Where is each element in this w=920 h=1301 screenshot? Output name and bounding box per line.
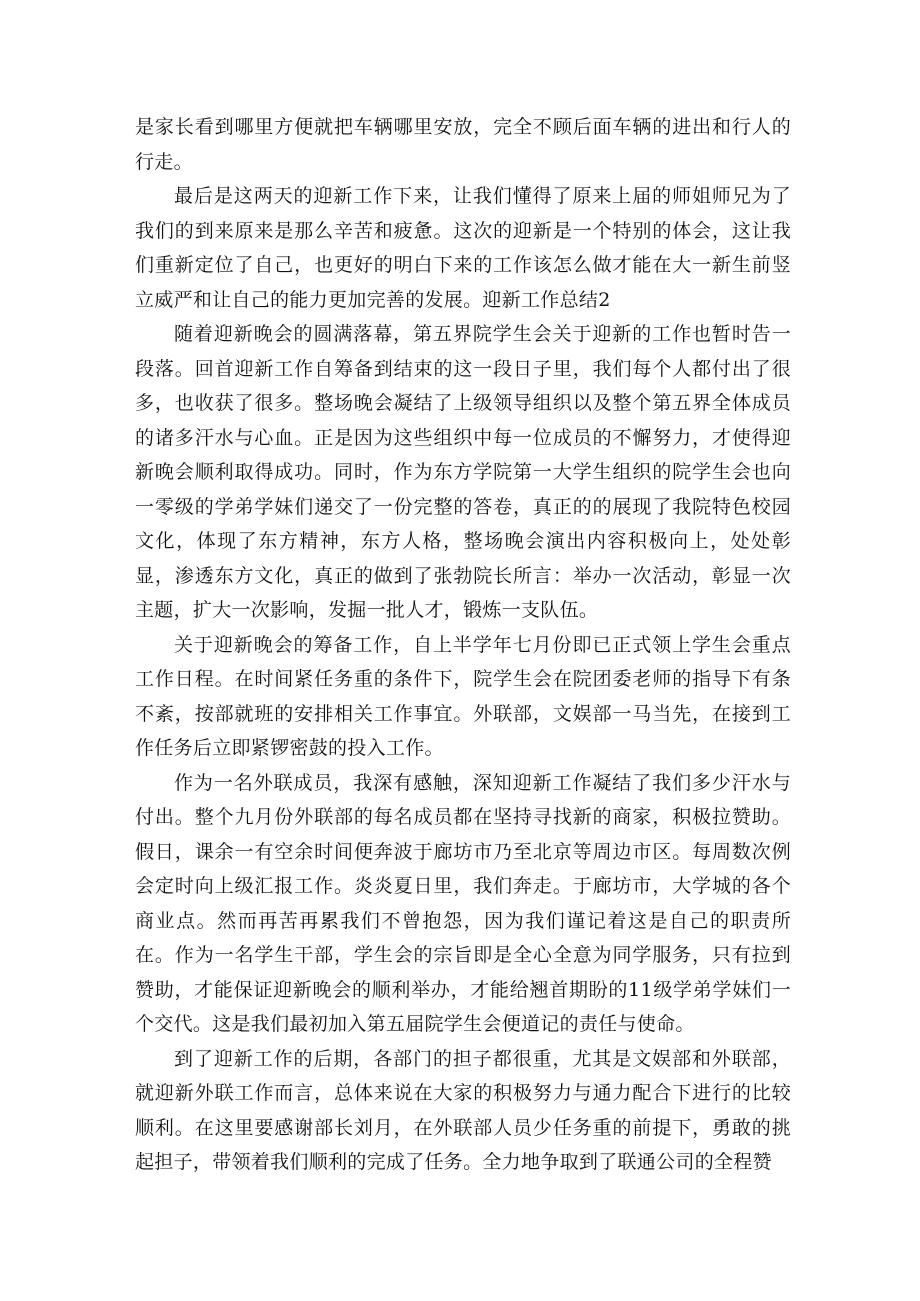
- paragraph-1: 是家长看到哪里方便就把车辆哪里安放，完全不顾后面车辆的进出和行人的行走。: [135, 116, 791, 173]
- paragraph-3: 随着迎新晚会的圆满落幕，第五界院学生会关于迎新的工作也暂时告一段落。回首迎新工作自筹备到结束的这一段日子里，我们每个人都付出了很多，也收获了很多。整场晚会凝结了上级领导组织以及整个第五界全体成员的诸多汗水与心血。正是因为这些组织中每一位成员的不懈努力，才使得迎新晚会顺利取得成功。同时，作为东方学院第一大学生组织的院学生会也向一零级的学弟学妹们递交了一份完整的答卷，真正的的展现了我院特色校园文化，体现了东方精神，东方人格，整场晚会演出内容积极向上，处处彰显，渗透东方文化，真正的做到了张勃院长所言：举办一次活动，彰显一次主题，扩大一次影响，发掘一批人才，锻炼一支队伍。: [135, 323, 791, 621]
- paragraph-4: 关于迎新晚会的筹备工作，自上半学年七月份即已正式领上学生会重点工作日程。在时间紧任务重的条件下，院学生会在院团委老师的指导下有条不紊，按部就班的安排相关工作事宜。外联部，文娱部一马当先，在接到工作任务后立即紧锣密鼓的投入工作。: [135, 633, 791, 759]
- paragraph-6: 到了迎新工作的后期，各部门的担子都很重，尤其是文娱部和外联部，就迎新外联工作而言，总体来说在大家的积极努力与通力配合下进行的比较顺利。在这里要感谢部长刘月，在外联部人员少任务重的前提下，勇敢的挑起担子，带领着我们顺利的完成了任务。全力地争取到了联通公司的全程赞: [135, 1047, 791, 1173]
- paragraph-2: 最后是这两天的迎新工作下来，让我们懂得了原来上届的师姐师兄为了我们的到来原来是那么辛苦和疲惫。这次的迎新是一个特别的体会，这让我们重新定位了自己，也更好的明白下来的工作该怎么做才能在大一新生前竖立威严和让自己的能力更加完善的发展。迎新工作总结2: [135, 185, 791, 311]
- document-body: [135, 110, 791, 1180]
- paragraph-5: 作为一名外联成员，我深有感触，深知迎新工作凝结了我们多少汗水与付出。整个九月份外联部的每名成员都在坚持寻找新的商家，积极拉赞助。假日，课余一有空余时间便奔波于廊坊市乃至北京等周边市区。每周数次例会定时向上级汇报工作。炎炎夏日里，我们奔走。于廊坊市，大学城的各个商业点。然而再苦再累我们不曾抱怨，因为我们谨记着这是自己的职责所在。作为一名学生干部，学生会的宗旨即是全心全意为同学服务，只有拉到赞助，才能保证迎新晚会的顺利举办，才能给翘首期盼的11级学弟学妹们一个交代。这是我们最初加入第五届院学生会便道记的责任与使命。: [135, 771, 791, 1035]
